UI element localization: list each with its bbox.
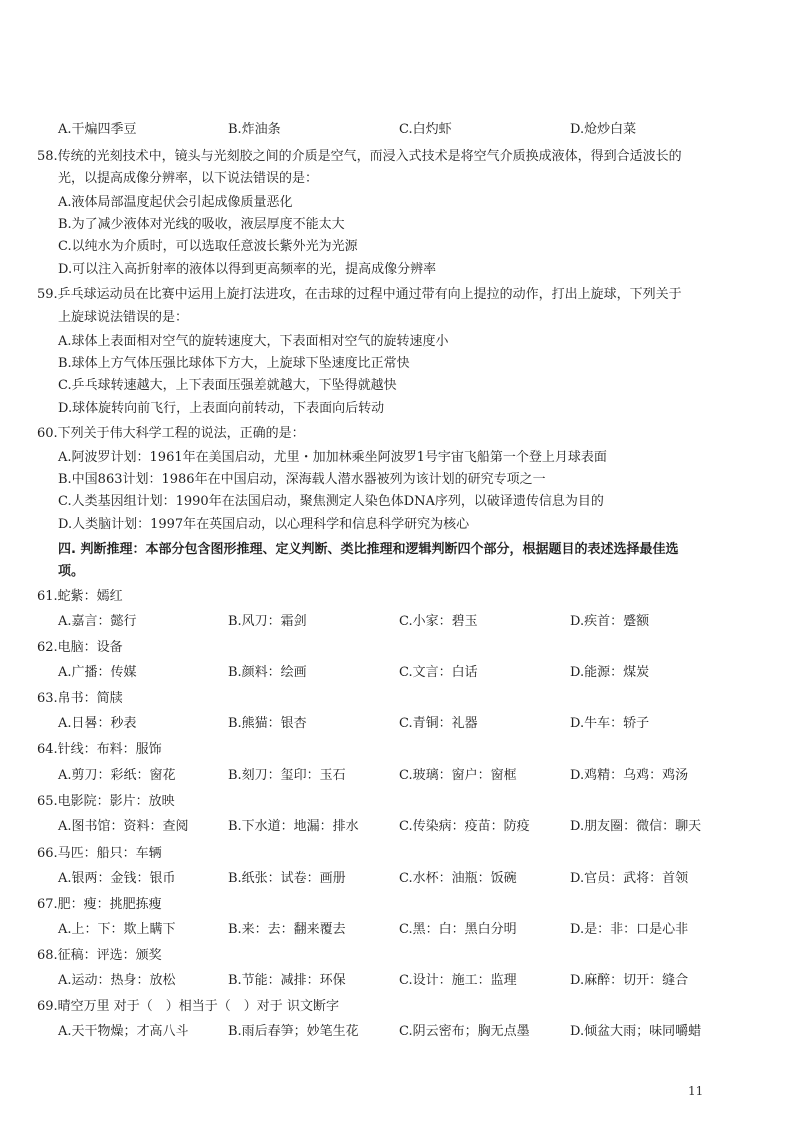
q63-stem: 63.帛书：简牍 bbox=[37, 691, 123, 706]
q57-option-b: B.炸油条 bbox=[228, 122, 281, 137]
q59-option-b: B.球体上方气体压强比球体下方大，上旋球下坠速度比正常快 bbox=[58, 356, 410, 371]
q58-option-d: D.可以注入高折射率的液体以得到更高频率的光，提高成像分辨率 bbox=[58, 262, 437, 277]
q62-option-a: A.广播：传媒 bbox=[58, 665, 137, 680]
q59-option-c: C.乒乓球转速越大，上下表面压强差就越大，下坠得就越快 bbox=[58, 378, 397, 393]
q59-option-d: D.球体旋转向前飞行，上表面向前转动，下表面向后转动 bbox=[58, 401, 385, 416]
q61-option-b: B.风刀：霜剑 bbox=[228, 614, 307, 629]
q67-option-c: C.黑：白：黑白分明 bbox=[399, 922, 517, 937]
q63-option-c: C.青铜：礼器 bbox=[399, 716, 478, 731]
q66-option-c: C.水杯：油瓶：饭碗 bbox=[399, 871, 517, 886]
q66-option-a: A.银两：金钱：银币 bbox=[58, 871, 176, 886]
q59-stem-line2: 上旋球说法错误的是： bbox=[58, 310, 189, 325]
q62-option-b: B.颜料：绘画 bbox=[228, 665, 307, 680]
q67-option-b: B.来：去：翻来覆去 bbox=[228, 922, 346, 937]
q59-stem-line1: 59.乒乓球运动员在比赛中运用上旋打法进攻，在击球的过程中通过带有向上提拉的动作，打出上旋球，下列关于 bbox=[37, 287, 682, 302]
q60-option-b: B.中国863计划：1986年在中国启动，深海载人潜水器被列为该计划的研究专项之一 bbox=[58, 472, 546, 487]
q58-option-a: A.液体局部温度起伏会引起成像质量恶化 bbox=[58, 195, 293, 210]
q60-option-c: C.人类基因组计划：1990年在法国启动，聚焦测定人染色体DNA序列，以破译遗传信息为目的 bbox=[58, 494, 604, 509]
q65-option-d: D.朋友圈：微信：聊天 bbox=[570, 819, 702, 834]
q64-stem: 64.针线：布料：服饰 bbox=[37, 742, 162, 757]
page-number: 11 bbox=[688, 1084, 704, 1098]
q58-option-b: B.为了减少液体对光线的吸收，液层厚度不能太大 bbox=[58, 217, 345, 232]
q66-option-b: B.纸张：试卷：画册 bbox=[228, 871, 346, 886]
q69-option-a: A.天干物燥；才高八斗 bbox=[58, 1024, 189, 1039]
q57-option-d: D.炝炒白菜 bbox=[570, 122, 637, 137]
q66-option-d: D.官员：武将：首领 bbox=[570, 871, 689, 886]
q68-option-d: D.麻醉：切开：缝合 bbox=[570, 973, 689, 988]
q65-stem: 65.电影院：影片：放映 bbox=[37, 794, 175, 809]
q61-option-d: D.疾首：蹙额 bbox=[570, 614, 650, 629]
q64-option-d: D.鸡精：乌鸡：鸡汤 bbox=[570, 768, 689, 783]
q60-option-a: A.阿波罗计划：1961年在美国启动，尤里・加加林乘坐阿波罗1号宇宙飞船第一个登上月球表面 bbox=[58, 450, 607, 465]
q65-option-c: C.传染病：疫苗：防疫 bbox=[399, 819, 530, 834]
q58-stem-line1: 58.传统的光刻技术中，镜头与光刻胶之间的介质是空气，而浸入式技术是将空气介质换成液体，得到合适波长的 bbox=[37, 149, 682, 164]
q58-option-c: C.以纯水为介质时，可以选取任意波长紫外光为光源 bbox=[58, 239, 358, 254]
q62-option-c: C.文言：白话 bbox=[399, 665, 478, 680]
q63-option-a: A.日晷：秒表 bbox=[58, 716, 137, 731]
q64-option-c: C.玻璃：窗户：窗框 bbox=[399, 768, 517, 783]
q61-option-c: C.小家：碧玉 bbox=[399, 614, 478, 629]
q68-option-a: A.运动：热身：放松 bbox=[58, 973, 176, 988]
q69-option-b: B.雨后春笋；妙笔生花 bbox=[228, 1024, 359, 1039]
section-4-heading-line2: 项。 bbox=[58, 564, 85, 579]
q67-option-d: D.是：非：口是心非 bbox=[570, 922, 689, 937]
q69-option-c: C.阴云密布；胸无点墨 bbox=[399, 1024, 530, 1039]
q63-option-d: D.牛车：轿子 bbox=[570, 716, 650, 731]
q59-option-a: A.球体上表面相对空气的旋转速度大，下表面相对空气的旋转速度小 bbox=[58, 334, 449, 349]
q64-option-b: B.刻刀：玺印：玉石 bbox=[228, 768, 346, 783]
q66-stem: 66.马匹：船只：车辆 bbox=[37, 846, 162, 861]
q61-stem: 61.蛇紫：嫣红 bbox=[37, 589, 123, 604]
q69-option-d: D.倾盆大雨；味同嚼蜡 bbox=[570, 1024, 702, 1039]
q67-stem: 67.肥：瘦：挑肥拣瘦 bbox=[37, 897, 162, 912]
q68-stem: 68.征稿：评选：颁奖 bbox=[37, 948, 162, 963]
q61-option-a: A.嘉言：懿行 bbox=[58, 614, 137, 629]
q68-option-b: B.节能：减排：环保 bbox=[228, 973, 346, 988]
q64-option-a: A.剪刀：彩纸：窗花 bbox=[58, 768, 176, 783]
q65-option-a: A.图书馆：资料：查阅 bbox=[58, 819, 189, 834]
q62-option-d: D.能源：煤炭 bbox=[570, 665, 650, 680]
q68-option-c: C.设计：施工：监理 bbox=[399, 973, 517, 988]
q62-stem: 62.电脑：设备 bbox=[37, 640, 123, 655]
q67-option-a: A.上：下：欺上瞒下 bbox=[58, 922, 176, 937]
q69-stem: 69.晴空万里 对于（ ）相当于（ ）对于 识文断字 bbox=[37, 999, 339, 1014]
q58-stem-line2: 光，以提高成像分辨率，以下说法错误的是： bbox=[58, 171, 319, 186]
q60-stem: 60.下列关于伟大科学工程的说法，正确的是： bbox=[37, 426, 305, 441]
q60-option-d: D.人类脑计划：1997年在英国启动，以心理科学和信息科学研究为核心 bbox=[58, 517, 470, 532]
q57-option-a: A.干煸四季豆 bbox=[58, 122, 137, 137]
q57-option-c: C.白灼虾 bbox=[399, 122, 452, 137]
q63-option-b: B.熊猫：银杏 bbox=[228, 716, 307, 731]
section-4-heading-line1: 四. 判断推理：本部分包含图形推理、定义判断、类比推理和逻辑判断四个部分，根据题目的表述选择最佳选 bbox=[58, 542, 679, 557]
q65-option-b: B.下水道：地漏：排水 bbox=[228, 819, 359, 834]
